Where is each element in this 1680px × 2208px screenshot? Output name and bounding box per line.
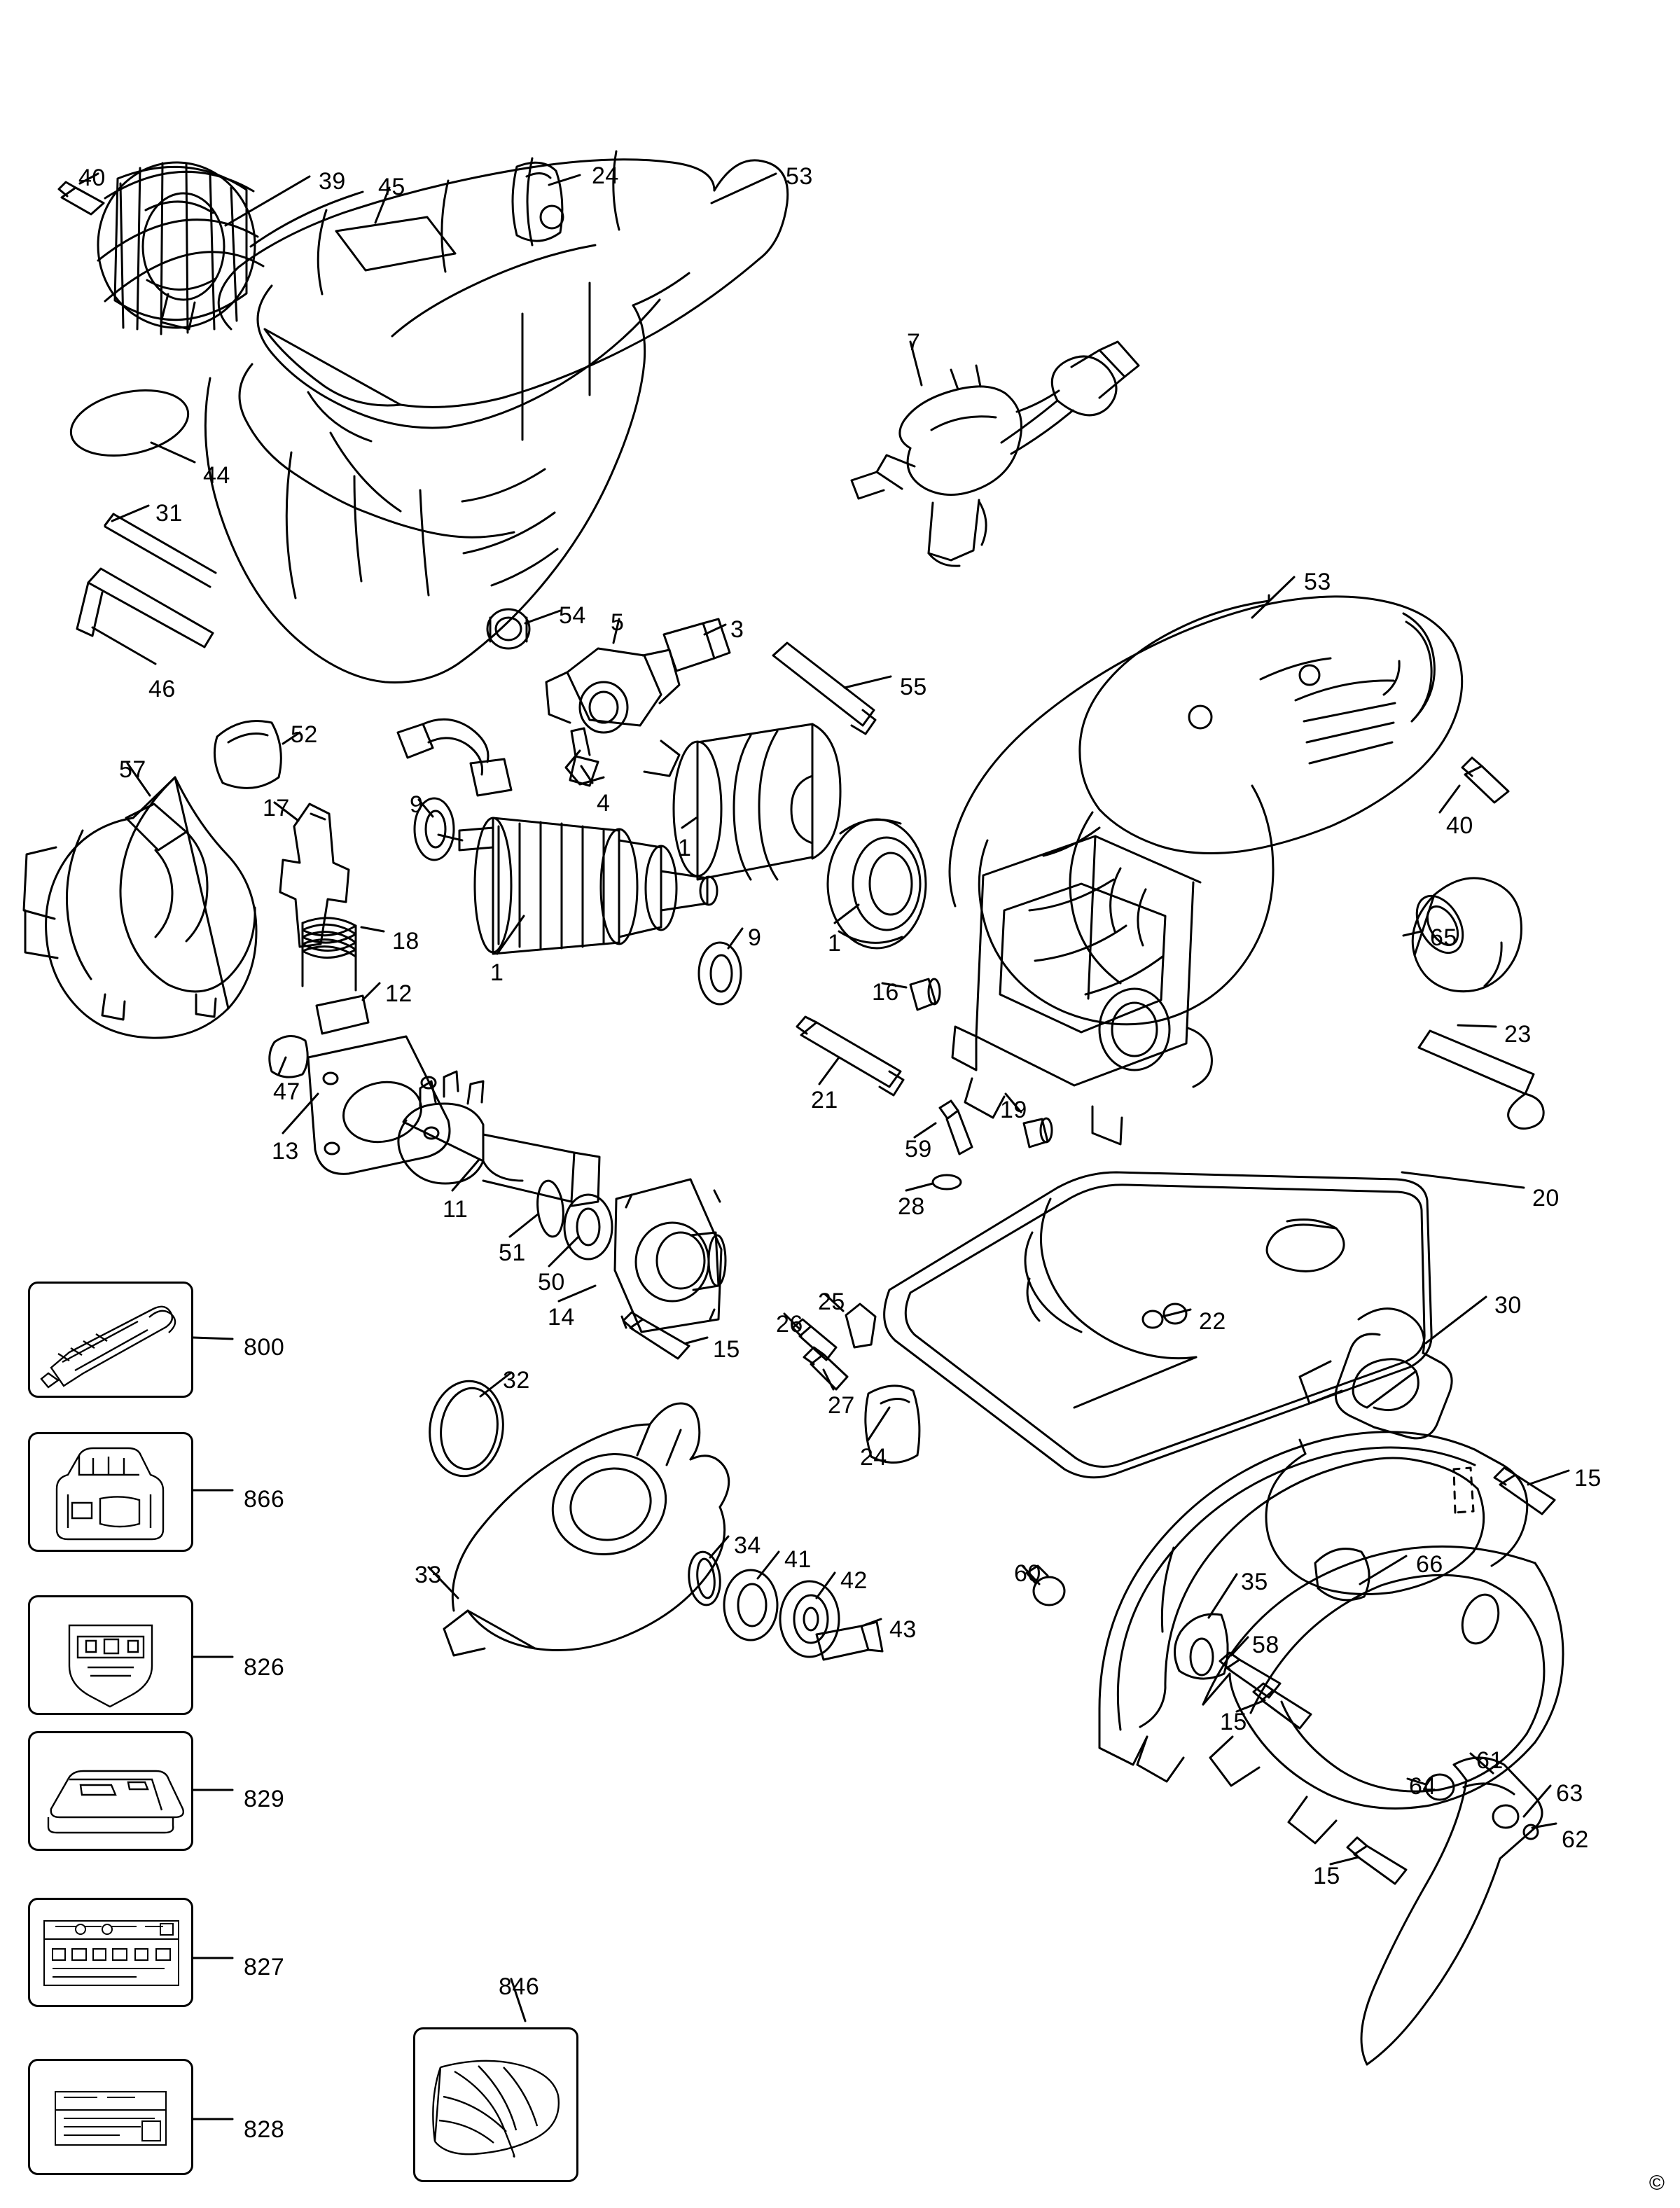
part-33-guard-lever <box>444 1403 729 1655</box>
callout-20: 20 <box>1532 1185 1560 1211</box>
part-51-washer <box>535 1179 566 1237</box>
callout-24a: 24 <box>592 162 619 189</box>
part-22-rivet <box>1143 1311 1162 1328</box>
part-32-oring <box>424 1376 509 1480</box>
part-42-outer-flange <box>780 1581 839 1657</box>
callout-25: 25 <box>818 1289 845 1315</box>
accessory-box-829 <box>28 1731 193 1851</box>
part-41-inner-flange <box>724 1570 777 1640</box>
callout-15c: 15 <box>1220 1709 1247 1735</box>
part-40-screw-right <box>1462 758 1508 803</box>
callout-16: 16 <box>872 979 899 1006</box>
callout-61: 61 <box>1476 1747 1504 1774</box>
callout-44: 44 <box>203 462 230 489</box>
accessory-box-827 <box>28 1898 193 2007</box>
part-15-screw-a <box>623 1312 689 1359</box>
callout-33: 33 <box>415 1562 442 1588</box>
callout-828: 828 <box>244 2116 285 2143</box>
part-35-spacer <box>1174 1614 1228 1679</box>
part-9-bearing-right <box>699 943 741 1004</box>
part-12-gasket <box>317 996 368 1034</box>
callout-15b: 15 <box>1574 1465 1602 1492</box>
callout-39: 39 <box>319 168 346 195</box>
part-57-gear-case <box>24 777 256 1038</box>
accessory-box-866 <box>28 1432 193 1552</box>
part-7-switch-assembly <box>852 342 1139 566</box>
part-45-label-plate <box>336 217 455 270</box>
callout-9b: 9 <box>748 924 762 951</box>
callout-13: 13 <box>272 1138 299 1165</box>
callout-846: 846 <box>499 1973 540 2000</box>
callout-12: 12 <box>385 980 412 1007</box>
part-16-pin <box>910 979 940 1010</box>
callout-51: 51 <box>499 1240 526 1266</box>
callout-829: 829 <box>244 1786 285 1812</box>
callout-60: 60 <box>1014 1560 1041 1587</box>
copyright-mark: © <box>1648 2172 1665 2195</box>
callout-1b: 1 <box>828 930 842 957</box>
callout-22: 22 <box>1199 1308 1226 1335</box>
callout-53a: 53 <box>786 163 813 190</box>
callout-23: 23 <box>1504 1021 1532 1048</box>
part-59-screw <box>940 1101 972 1154</box>
part-15-screw-d <box>1347 1838 1406 1884</box>
callout-63: 63 <box>1556 1780 1583 1807</box>
accessory-box-826 <box>28 1595 193 1715</box>
part-27-screw <box>804 1347 847 1389</box>
part-52-brush-cap <box>214 721 281 789</box>
accessory-box-846 <box>413 2027 578 2182</box>
accessory-box-828 <box>28 2059 193 2175</box>
callout-19: 19 <box>1000 1097 1027 1123</box>
callout-15a: 15 <box>713 1336 740 1363</box>
warning-label-icon <box>30 1597 191 1713</box>
callout-41: 41 <box>784 1546 812 1573</box>
part-upper-guard <box>1099 1432 1527 1782</box>
callout-827: 827 <box>244 1954 285 1980</box>
callout-11: 11 <box>443 1196 468 1223</box>
part-14-spindle-housing <box>615 1179 726 1332</box>
callout-7: 7 <box>907 329 921 356</box>
callout-4: 4 <box>597 790 611 817</box>
part-53-housing-right <box>950 595 1462 1025</box>
callout-35: 35 <box>1241 1569 1268 1595</box>
part-motor-housing-block <box>952 836 1212 1144</box>
part-1-fan-right <box>828 819 926 948</box>
instruction-label-icon <box>30 1900 191 2005</box>
part-30-depth-bracket <box>1300 1309 1452 1438</box>
callout-47: 47 <box>273 1078 300 1105</box>
part-53-housing-left <box>205 151 787 682</box>
part-15-screw-b <box>1454 1468 1555 1514</box>
callout-1c: 1 <box>490 959 504 986</box>
manual-bag-icon <box>415 2029 576 2180</box>
callout-34: 34 <box>734 1532 761 1559</box>
callout-826: 826 <box>244 1654 285 1681</box>
callout-30: 30 <box>1494 1292 1522 1319</box>
part-61-riving-knife <box>1361 1758 1542 2064</box>
part-54-ring <box>487 609 529 648</box>
callout-58: 58 <box>1252 1632 1279 1658</box>
part-1-field-stator <box>674 724 840 880</box>
part-47-plug <box>270 1036 307 1077</box>
part-55-long-screw <box>773 643 875 734</box>
part-19-pin <box>1024 1118 1052 1147</box>
callout-14: 14 <box>548 1304 575 1331</box>
callout-59: 59 <box>905 1136 932 1162</box>
charger-icon <box>30 1733 191 1849</box>
callout-27: 27 <box>828 1392 855 1419</box>
callout-46: 46 <box>148 676 176 702</box>
callout-45: 45 <box>378 174 405 200</box>
part-39-fan <box>98 162 263 334</box>
caulk-gun-icon <box>30 1284 191 1396</box>
callout-53b: 53 <box>1304 569 1331 595</box>
callout-18: 18 <box>392 928 419 954</box>
callout-24b: 24 <box>860 1444 887 1471</box>
callout-26: 26 <box>776 1311 803 1338</box>
part-46-hex-key <box>77 569 213 647</box>
part-21-bolt <box>797 1017 903 1095</box>
callout-40: 40 <box>78 165 106 191</box>
callout-31: 31 <box>155 500 183 527</box>
callout-17: 17 <box>263 795 290 821</box>
callout-55: 55 <box>900 674 927 700</box>
callout-42: 42 <box>840 1567 868 1594</box>
part-25-clip <box>846 1304 875 1347</box>
callout-54: 54 <box>559 602 586 629</box>
part-5-brush-holder <box>546 648 679 784</box>
callout-64: 64 <box>1409 1773 1436 1800</box>
callout-800: 800 <box>244 1334 285 1361</box>
part-28-washer <box>933 1175 961 1189</box>
callout-1a: 1 <box>678 835 692 861</box>
callout-3: 3 <box>730 616 744 643</box>
callout-40b: 40 <box>1446 812 1473 839</box>
callout-62: 62 <box>1562 1826 1589 1853</box>
callout-866: 866 <box>244 1486 285 1513</box>
callout-32: 32 <box>503 1367 530 1394</box>
rating-label-icon <box>30 2061 191 2173</box>
part-18-spring <box>303 918 356 990</box>
part-20-shoe-plate <box>884 1172 1431 1478</box>
callout-28: 28 <box>898 1193 925 1220</box>
callout-65: 65 <box>1430 924 1457 951</box>
part-65-dust-elbow <box>1408 878 1522 992</box>
part-4-brush-lead <box>398 719 598 796</box>
callout-5: 5 <box>611 609 625 636</box>
part-24-switch-top <box>513 162 563 241</box>
callout-9a: 9 <box>410 791 424 818</box>
callout-57: 57 <box>119 756 146 783</box>
callout-43: 43 <box>889 1616 917 1643</box>
callout-21: 21 <box>811 1087 838 1113</box>
part-50-bearing <box>564 1195 612 1259</box>
accessory-box-800 <box>28 1282 193 1398</box>
callout-15d: 15 <box>1313 1863 1340 1889</box>
callout-66: 66 <box>1416 1551 1443 1578</box>
battery-pack-icon <box>30 1434 191 1550</box>
callout-52: 52 <box>291 721 318 748</box>
callout-50: 50 <box>538 1269 565 1296</box>
